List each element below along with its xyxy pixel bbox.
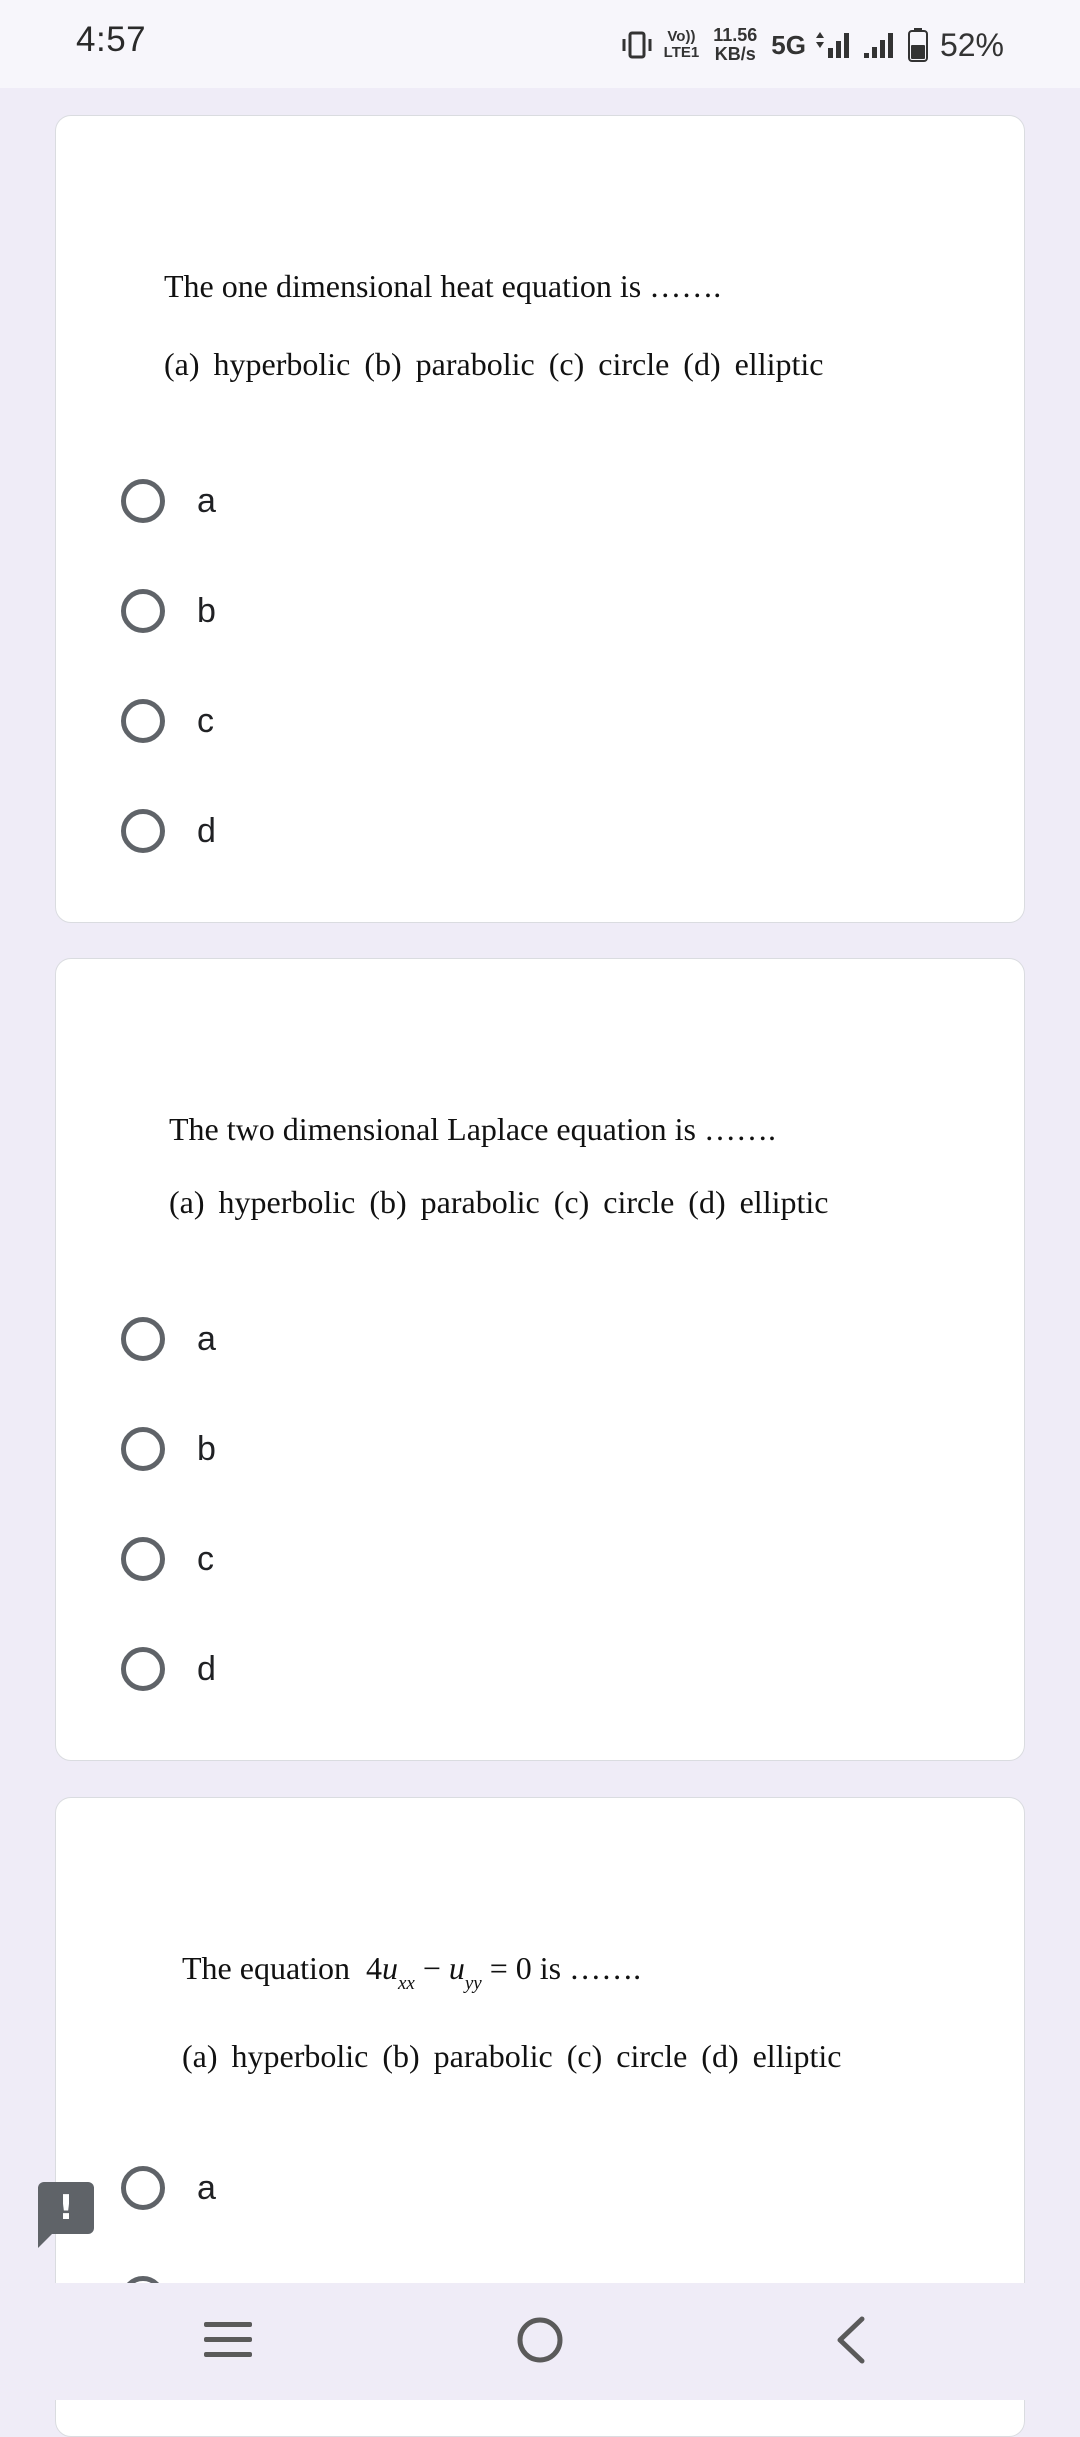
battery-percent: 52% (939, 26, 1004, 63)
navigation-bar (0, 2283, 1080, 2400)
recent-apps-button[interactable] (183, 2305, 273, 2375)
volte-top: Vo)) (667, 28, 696, 45)
home-circle-icon (515, 2315, 565, 2365)
radio-button[interactable] (121, 479, 165, 523)
equation-var: u (381, 1950, 398, 1986)
question-choices: (a) hyperbolic (b) parabolic (c) circle (d) elliptic (164, 346, 824, 382)
option-b[interactable] (121, 581, 216, 641)
question-text: The two dimensional Laplace equation is ……. (169, 1111, 776, 1147)
question-text: The one dimensional heat equation is ……. (164, 268, 722, 304)
question-choices: (a) hyperbolic (b) parabolic (c) circle (d) elliptic (169, 1184, 829, 1220)
question-choices: (a) hyperbolic (b) parabolic (c) circle (d) elliptic (182, 2038, 842, 2074)
equation-subscript: yy (464, 1973, 482, 1994)
feedback-button[interactable] (38, 2182, 94, 2234)
status-icons (620, 18, 1004, 72)
question-card (55, 958, 1025, 1761)
radio-button[interactable] (121, 1317, 165, 1361)
menu-icon (202, 2318, 254, 2362)
radio-button[interactable] (121, 2166, 165, 2210)
status-time: 4:57 (76, 20, 147, 59)
option-d[interactable] (121, 1639, 216, 1699)
network-speed (713, 26, 757, 64)
equation-var: u (448, 1950, 465, 1986)
option-label: d (197, 1649, 216, 1688)
option-c[interactable] (121, 691, 214, 751)
radio-button[interactable] (121, 1537, 165, 1581)
option-label: a (197, 2168, 216, 2207)
signal-strength-icon (816, 30, 852, 60)
question-text-prefix: The equation (182, 1950, 350, 1986)
network-speed-value: 11.56 (713, 25, 758, 45)
equation-equals: = 0 (489, 1950, 532, 1986)
volte-bottom: LTE1 (663, 44, 700, 61)
signal-strength-2-icon (862, 30, 898, 60)
option-label: c (197, 701, 214, 740)
radio-button[interactable] (121, 1647, 165, 1691)
vibrate-icon (620, 30, 654, 60)
option-a[interactable] (121, 471, 216, 531)
option-label: c (197, 1539, 214, 1578)
back-button[interactable] (805, 2305, 895, 2375)
radio-button[interactable] (121, 699, 165, 743)
radio-button[interactable] (121, 589, 165, 633)
network-speed-unit: KB/s (714, 44, 756, 64)
equation-coef: 4 (365, 1950, 382, 1986)
volte-indicator (664, 29, 700, 61)
option-a[interactable] (121, 1309, 216, 1369)
feedback-icon: ! (58, 2188, 74, 2228)
question-card (55, 115, 1025, 923)
option-b[interactable] (121, 1419, 216, 1479)
equation (365, 1950, 532, 1994)
option-a[interactable] (121, 2158, 216, 2218)
home-button[interactable] (495, 2305, 585, 2375)
option-label: a (197, 1319, 216, 1358)
option-label: b (197, 591, 216, 630)
equation-subscript: xx (397, 1973, 415, 1994)
option-d[interactable] (121, 801, 216, 861)
battery-icon (908, 28, 928, 62)
status-bar (0, 0, 1080, 88)
option-label: a (197, 481, 216, 520)
back-chevron-icon (830, 2315, 870, 2365)
question-text-suffix: is ……. (539, 1950, 642, 1986)
option-c[interactable] (121, 1529, 214, 1589)
question-text (182, 1950, 641, 1995)
radio-button[interactable] (121, 809, 165, 853)
network-type: 5G (771, 29, 806, 60)
equation-minus: − (422, 1950, 441, 1986)
radio-button[interactable] (121, 1427, 165, 1471)
option-label: d (197, 811, 216, 850)
option-label: b (197, 1429, 216, 1468)
